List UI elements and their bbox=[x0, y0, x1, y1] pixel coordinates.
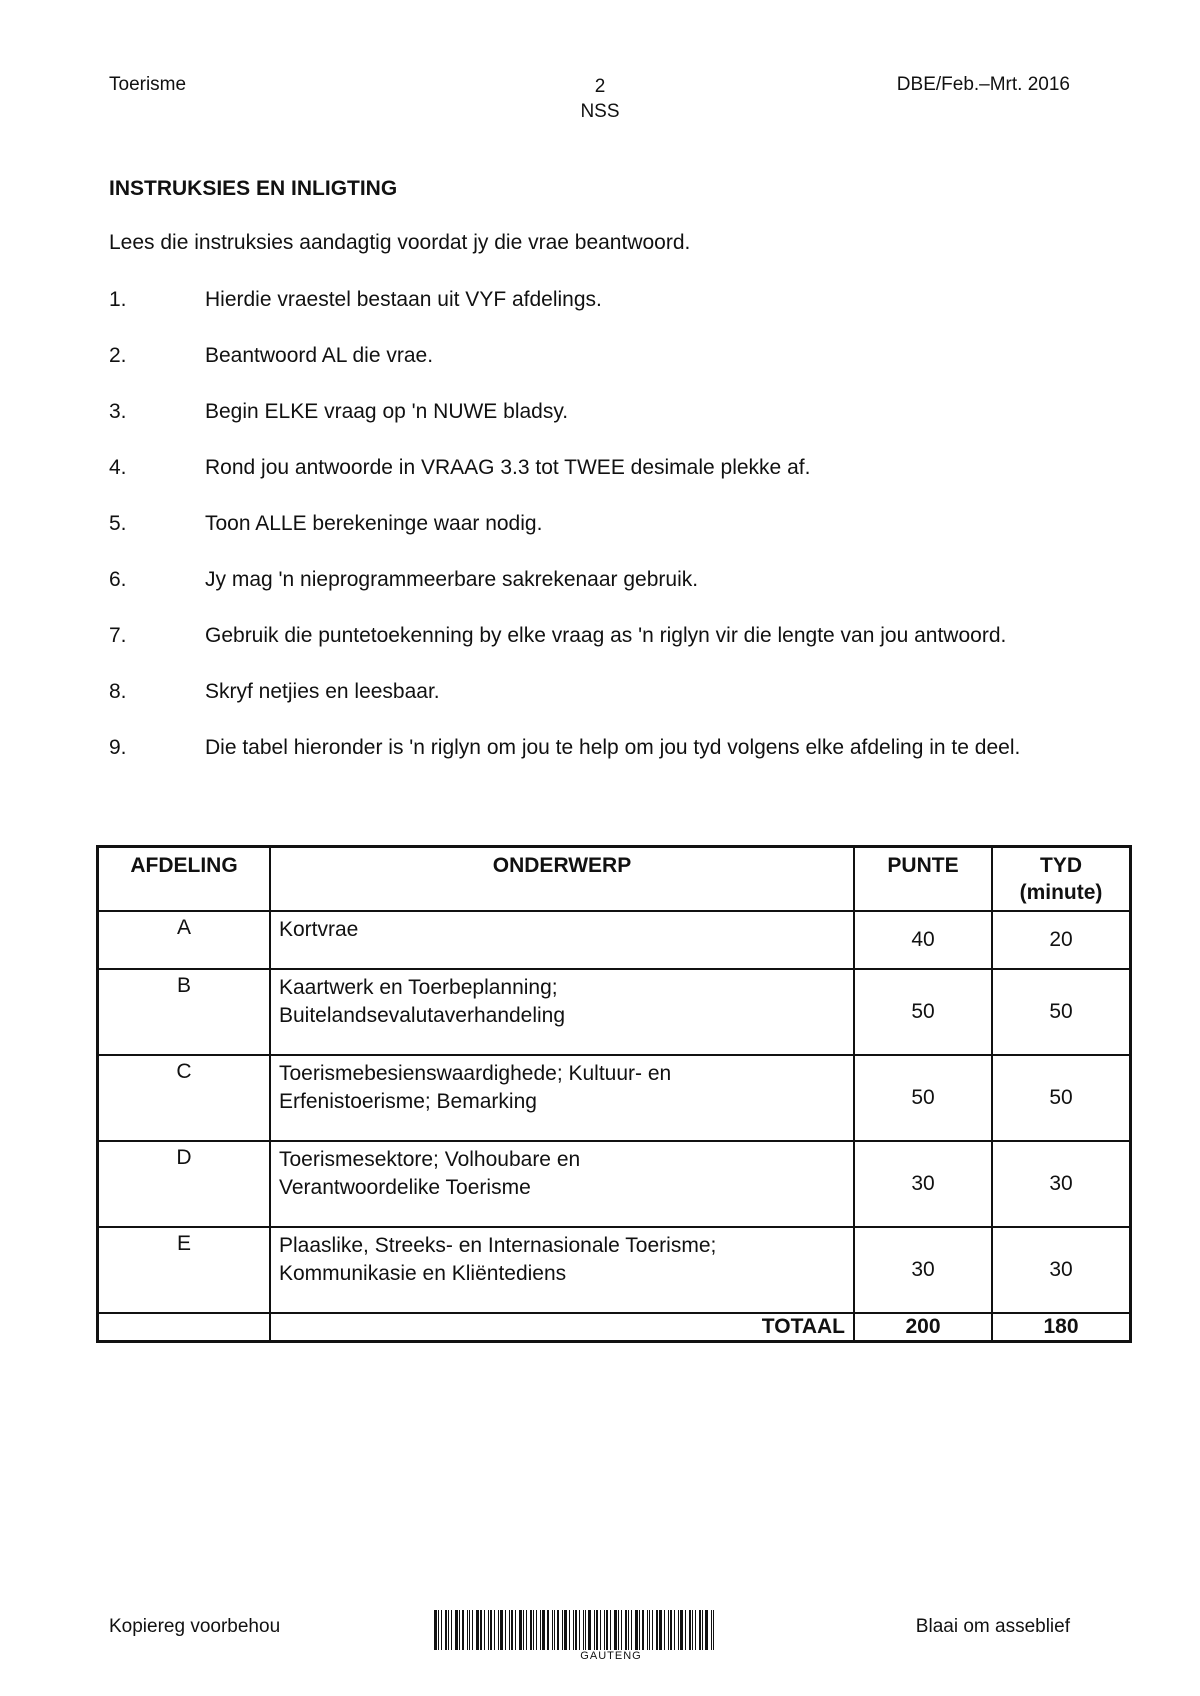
barcode-bar bbox=[689, 1610, 691, 1650]
col-header-tyd bbox=[992, 847, 1131, 912]
barcode-bar bbox=[554, 1610, 555, 1650]
barcode-bar bbox=[498, 1610, 499, 1650]
cell-tyd: 20 bbox=[992, 911, 1131, 969]
barcode-bar bbox=[596, 1610, 598, 1650]
cell-afdeling: D bbox=[98, 1141, 271, 1227]
instruction-text: Jy mag 'n nieprogrammeerbare sakrekenaar gebruik. bbox=[205, 568, 699, 591]
barcode-bar bbox=[583, 1610, 584, 1650]
cell-afdeling: A bbox=[98, 911, 271, 969]
cell-onderwerp bbox=[270, 969, 854, 1055]
barcode-bar bbox=[649, 1610, 650, 1650]
cell-onderwerp bbox=[270, 1141, 854, 1227]
cell-punte: 50 bbox=[854, 1055, 992, 1141]
onderwerp-line: Plaaslike, Streeks- en Internasionale Toerisme; bbox=[279, 1234, 717, 1257]
instruction-list bbox=[109, 285, 1049, 789]
barcode-bar bbox=[569, 1610, 570, 1650]
onderwerp-line: Toerismesektore; Volhoubare en bbox=[279, 1148, 581, 1171]
onderwerp-line: Kommunikasie en Kliëntediens bbox=[279, 1262, 567, 1285]
onderwerp-line: Toerismebesienswaardighede; Kultuur- en bbox=[279, 1062, 672, 1085]
barcode-bar bbox=[659, 1610, 662, 1650]
cell-punte: 30 bbox=[854, 1141, 992, 1227]
page-number: 2 bbox=[594, 76, 606, 97]
instruction-text: Hierdie vraestel bestaan uit VYF afdelings. bbox=[205, 288, 602, 311]
barcode-bar bbox=[547, 1610, 549, 1650]
barcode-bar bbox=[472, 1610, 473, 1650]
instruction-number: 2. bbox=[109, 344, 127, 367]
barcode-bar bbox=[511, 1610, 513, 1650]
instruction-item bbox=[109, 453, 1049, 482]
barcode-bar bbox=[606, 1610, 608, 1650]
cell-afdeling: C bbox=[98, 1055, 271, 1141]
instruction-text: Begin ELKE vraag op 'n NUWE bladsy. bbox=[205, 400, 569, 423]
cell-total-punte: 200 bbox=[854, 1313, 992, 1342]
barcode-bar bbox=[585, 1610, 586, 1650]
barcode-bar bbox=[448, 1610, 449, 1650]
instruction-text: Skryf netjies en leesbaar. bbox=[205, 680, 440, 703]
col-header-punte: PUNTE bbox=[854, 847, 992, 912]
cell-empty bbox=[98, 1313, 271, 1342]
instruction-number: 8. bbox=[109, 680, 127, 703]
time-allocation-table bbox=[96, 845, 1132, 1343]
header-sub: NSS bbox=[580, 101, 620, 122]
cell-total-tyd: 180 bbox=[992, 1313, 1131, 1342]
instruction-item bbox=[109, 341, 1049, 370]
onderwerp-line: Kaartwerk en Toerbeplanning; bbox=[279, 976, 558, 999]
instruction-text: Toon ALLE berekeninge waar nodig. bbox=[205, 512, 543, 535]
barcode-bar bbox=[438, 1610, 439, 1650]
onderwerp-line: Kortvrae bbox=[279, 918, 359, 941]
cell-afdeling: B bbox=[98, 969, 271, 1055]
instruction-item bbox=[109, 285, 1049, 314]
instruction-item bbox=[109, 509, 1049, 538]
barcode-bar bbox=[441, 1610, 442, 1650]
tyd-unit: (minute) bbox=[1019, 881, 1103, 904]
cell-tyd: 50 bbox=[992, 969, 1131, 1055]
instruction-text: Die tabel hieronder is 'n riglyn om jou te help om jou tyd volgens elke afdeling in te deel. bbox=[205, 736, 1021, 759]
barcode-bar bbox=[618, 1610, 619, 1650]
tyd-label: TYD bbox=[1040, 854, 1082, 877]
instruction-number: 1. bbox=[109, 288, 127, 311]
barcode-bar bbox=[680, 1610, 683, 1650]
barcode-label: GAUTENG bbox=[580, 1650, 642, 1662]
barcode-image bbox=[434, 1610, 788, 1650]
barcode-bar bbox=[434, 1610, 437, 1650]
cell-punte: 40 bbox=[854, 911, 992, 969]
barcode-bar bbox=[702, 1610, 703, 1650]
table-row bbox=[98, 1141, 1131, 1227]
instruction-text: Rond jou antwoorde in VRAAG 3.3 tot TWEE desimale plekke af. bbox=[205, 456, 811, 479]
onderwerp-line: Erfenistoerisme; Bemarking bbox=[279, 1090, 537, 1113]
cell-total-label: TOTAAL bbox=[270, 1313, 854, 1342]
barcode-bar bbox=[484, 1610, 485, 1650]
instruction-item bbox=[109, 677, 1049, 706]
footer-turn-page: Blaai om asseblief bbox=[915, 1616, 1070, 1637]
barcode-bar bbox=[490, 1610, 492, 1650]
barcode-bar bbox=[533, 1610, 534, 1650]
barcode-bar bbox=[670, 1610, 672, 1650]
barcode-bar bbox=[610, 1610, 611, 1650]
cell-afdeling: E bbox=[98, 1227, 271, 1313]
barcode-bar bbox=[526, 1610, 527, 1650]
barcode-bar bbox=[515, 1610, 516, 1650]
barcode-bar bbox=[639, 1610, 640, 1650]
barcode-bar bbox=[678, 1610, 679, 1650]
instruction-number: 6. bbox=[109, 568, 127, 591]
barcode-bar bbox=[631, 1610, 632, 1650]
cell-tyd: 50 bbox=[992, 1055, 1131, 1141]
barcode-bar bbox=[642, 1610, 644, 1650]
barcode-bar bbox=[656, 1610, 658, 1650]
barcode-bar bbox=[695, 1610, 696, 1650]
page-title: INSTRUKSIES EN INLIGTING bbox=[109, 177, 398, 200]
barcode-bar bbox=[594, 1610, 595, 1650]
cell-punte: 50 bbox=[854, 969, 992, 1055]
barcode-bar bbox=[488, 1610, 489, 1650]
table-header-row bbox=[98, 847, 1131, 912]
barcode-bar bbox=[494, 1610, 495, 1650]
barcode-bar bbox=[685, 1610, 686, 1650]
instruction-number: 5. bbox=[109, 512, 127, 535]
instruction-item bbox=[109, 565, 1049, 594]
instruction-number: 7. bbox=[109, 624, 127, 647]
barcode-bar bbox=[652, 1610, 653, 1650]
barcode-bar bbox=[625, 1610, 627, 1650]
instruction-item bbox=[109, 621, 1049, 650]
barcode-bar bbox=[664, 1610, 665, 1650]
instruction-item bbox=[109, 397, 1049, 426]
cell-onderwerp bbox=[270, 1227, 854, 1313]
instruction-item bbox=[109, 733, 1049, 762]
barcode-bar bbox=[480, 1610, 482, 1650]
barcode-bar bbox=[628, 1610, 629, 1650]
header-date: DBE/Feb.–Mrt. 2016 bbox=[896, 74, 1070, 95]
barcode-bar bbox=[668, 1610, 669, 1650]
header-page-number bbox=[560, 74, 640, 124]
barcode-bar bbox=[614, 1610, 617, 1650]
col-header-afdeling: AFDELING bbox=[98, 847, 271, 912]
barcode-bar bbox=[451, 1610, 452, 1650]
barcode-bar bbox=[674, 1610, 675, 1650]
barcode-bar bbox=[621, 1610, 622, 1650]
barcode-bar bbox=[467, 1610, 468, 1650]
barcode-bar bbox=[476, 1610, 479, 1650]
barcode-bar bbox=[600, 1610, 601, 1650]
cell-tyd: 30 bbox=[992, 1141, 1131, 1227]
barcode-bar bbox=[635, 1610, 638, 1650]
barcode-bar bbox=[459, 1610, 460, 1650]
barcode-bar bbox=[445, 1610, 447, 1650]
instruction-text: Beantwoord AL die vrae. bbox=[205, 344, 434, 367]
barcode-bar bbox=[713, 1610, 714, 1650]
header-subject: Toerisme bbox=[109, 74, 187, 95]
table-row bbox=[98, 911, 1131, 969]
cell-onderwerp bbox=[270, 1055, 854, 1141]
table-row bbox=[98, 1227, 1131, 1313]
barcode-bar bbox=[523, 1610, 524, 1650]
barcode-bar bbox=[705, 1610, 708, 1650]
barcode-bar bbox=[564, 1610, 567, 1650]
barcode-bar bbox=[536, 1610, 537, 1650]
barcode-bar bbox=[588, 1610, 591, 1650]
barcode-bar bbox=[455, 1610, 458, 1650]
barcode-bar bbox=[562, 1610, 563, 1650]
barcode-bar bbox=[699, 1610, 701, 1650]
cell-punte: 30 bbox=[854, 1227, 992, 1313]
instruction-number: 9. bbox=[109, 736, 127, 759]
footer-copyright: Kopiereg voorbehou bbox=[109, 1616, 281, 1637]
table-row bbox=[98, 1055, 1131, 1141]
barcode-bar bbox=[557, 1610, 559, 1650]
instruction-number: 3. bbox=[109, 400, 127, 423]
instruction-number: 4. bbox=[109, 456, 127, 479]
barcode-bar bbox=[469, 1610, 470, 1650]
cell-tyd: 30 bbox=[992, 1227, 1131, 1313]
barcode-bar bbox=[692, 1610, 693, 1650]
barcode-bar bbox=[500, 1610, 503, 1650]
barcode-bar bbox=[540, 1610, 541, 1650]
barcode-bar bbox=[573, 1610, 574, 1650]
col-header-onderwerp: ONDERWERP bbox=[270, 847, 854, 912]
onderwerp-line: Buitelandsevalutaverhandeling bbox=[279, 1004, 566, 1027]
instruction-text: Gebruik die puntetoekenning by elke vraag as 'n riglyn vir die lengte van jou antwoord. bbox=[205, 624, 1007, 647]
barcode-bar bbox=[505, 1610, 506, 1650]
barcode-bar bbox=[509, 1610, 510, 1650]
barcode-bar bbox=[552, 1610, 553, 1650]
cell-onderwerp bbox=[270, 911, 854, 969]
barcode-bar bbox=[647, 1610, 648, 1650]
barcode-bar bbox=[542, 1610, 545, 1650]
barcode-bar bbox=[575, 1610, 577, 1650]
barcode-bar bbox=[579, 1610, 580, 1650]
barcode-bar bbox=[519, 1610, 522, 1650]
barcode-bar bbox=[711, 1610, 712, 1650]
intro-text: Lees die instruksies aandagtig voordat jy die vrae beantwoord. bbox=[109, 231, 691, 254]
barcode-bar bbox=[604, 1610, 605, 1650]
barcode-bar bbox=[530, 1610, 532, 1650]
onderwerp-line: Verantwoordelike Toerisme bbox=[279, 1176, 531, 1199]
barcode-bar bbox=[462, 1610, 464, 1650]
table-row bbox=[98, 969, 1131, 1055]
table-total-row bbox=[98, 1313, 1131, 1342]
